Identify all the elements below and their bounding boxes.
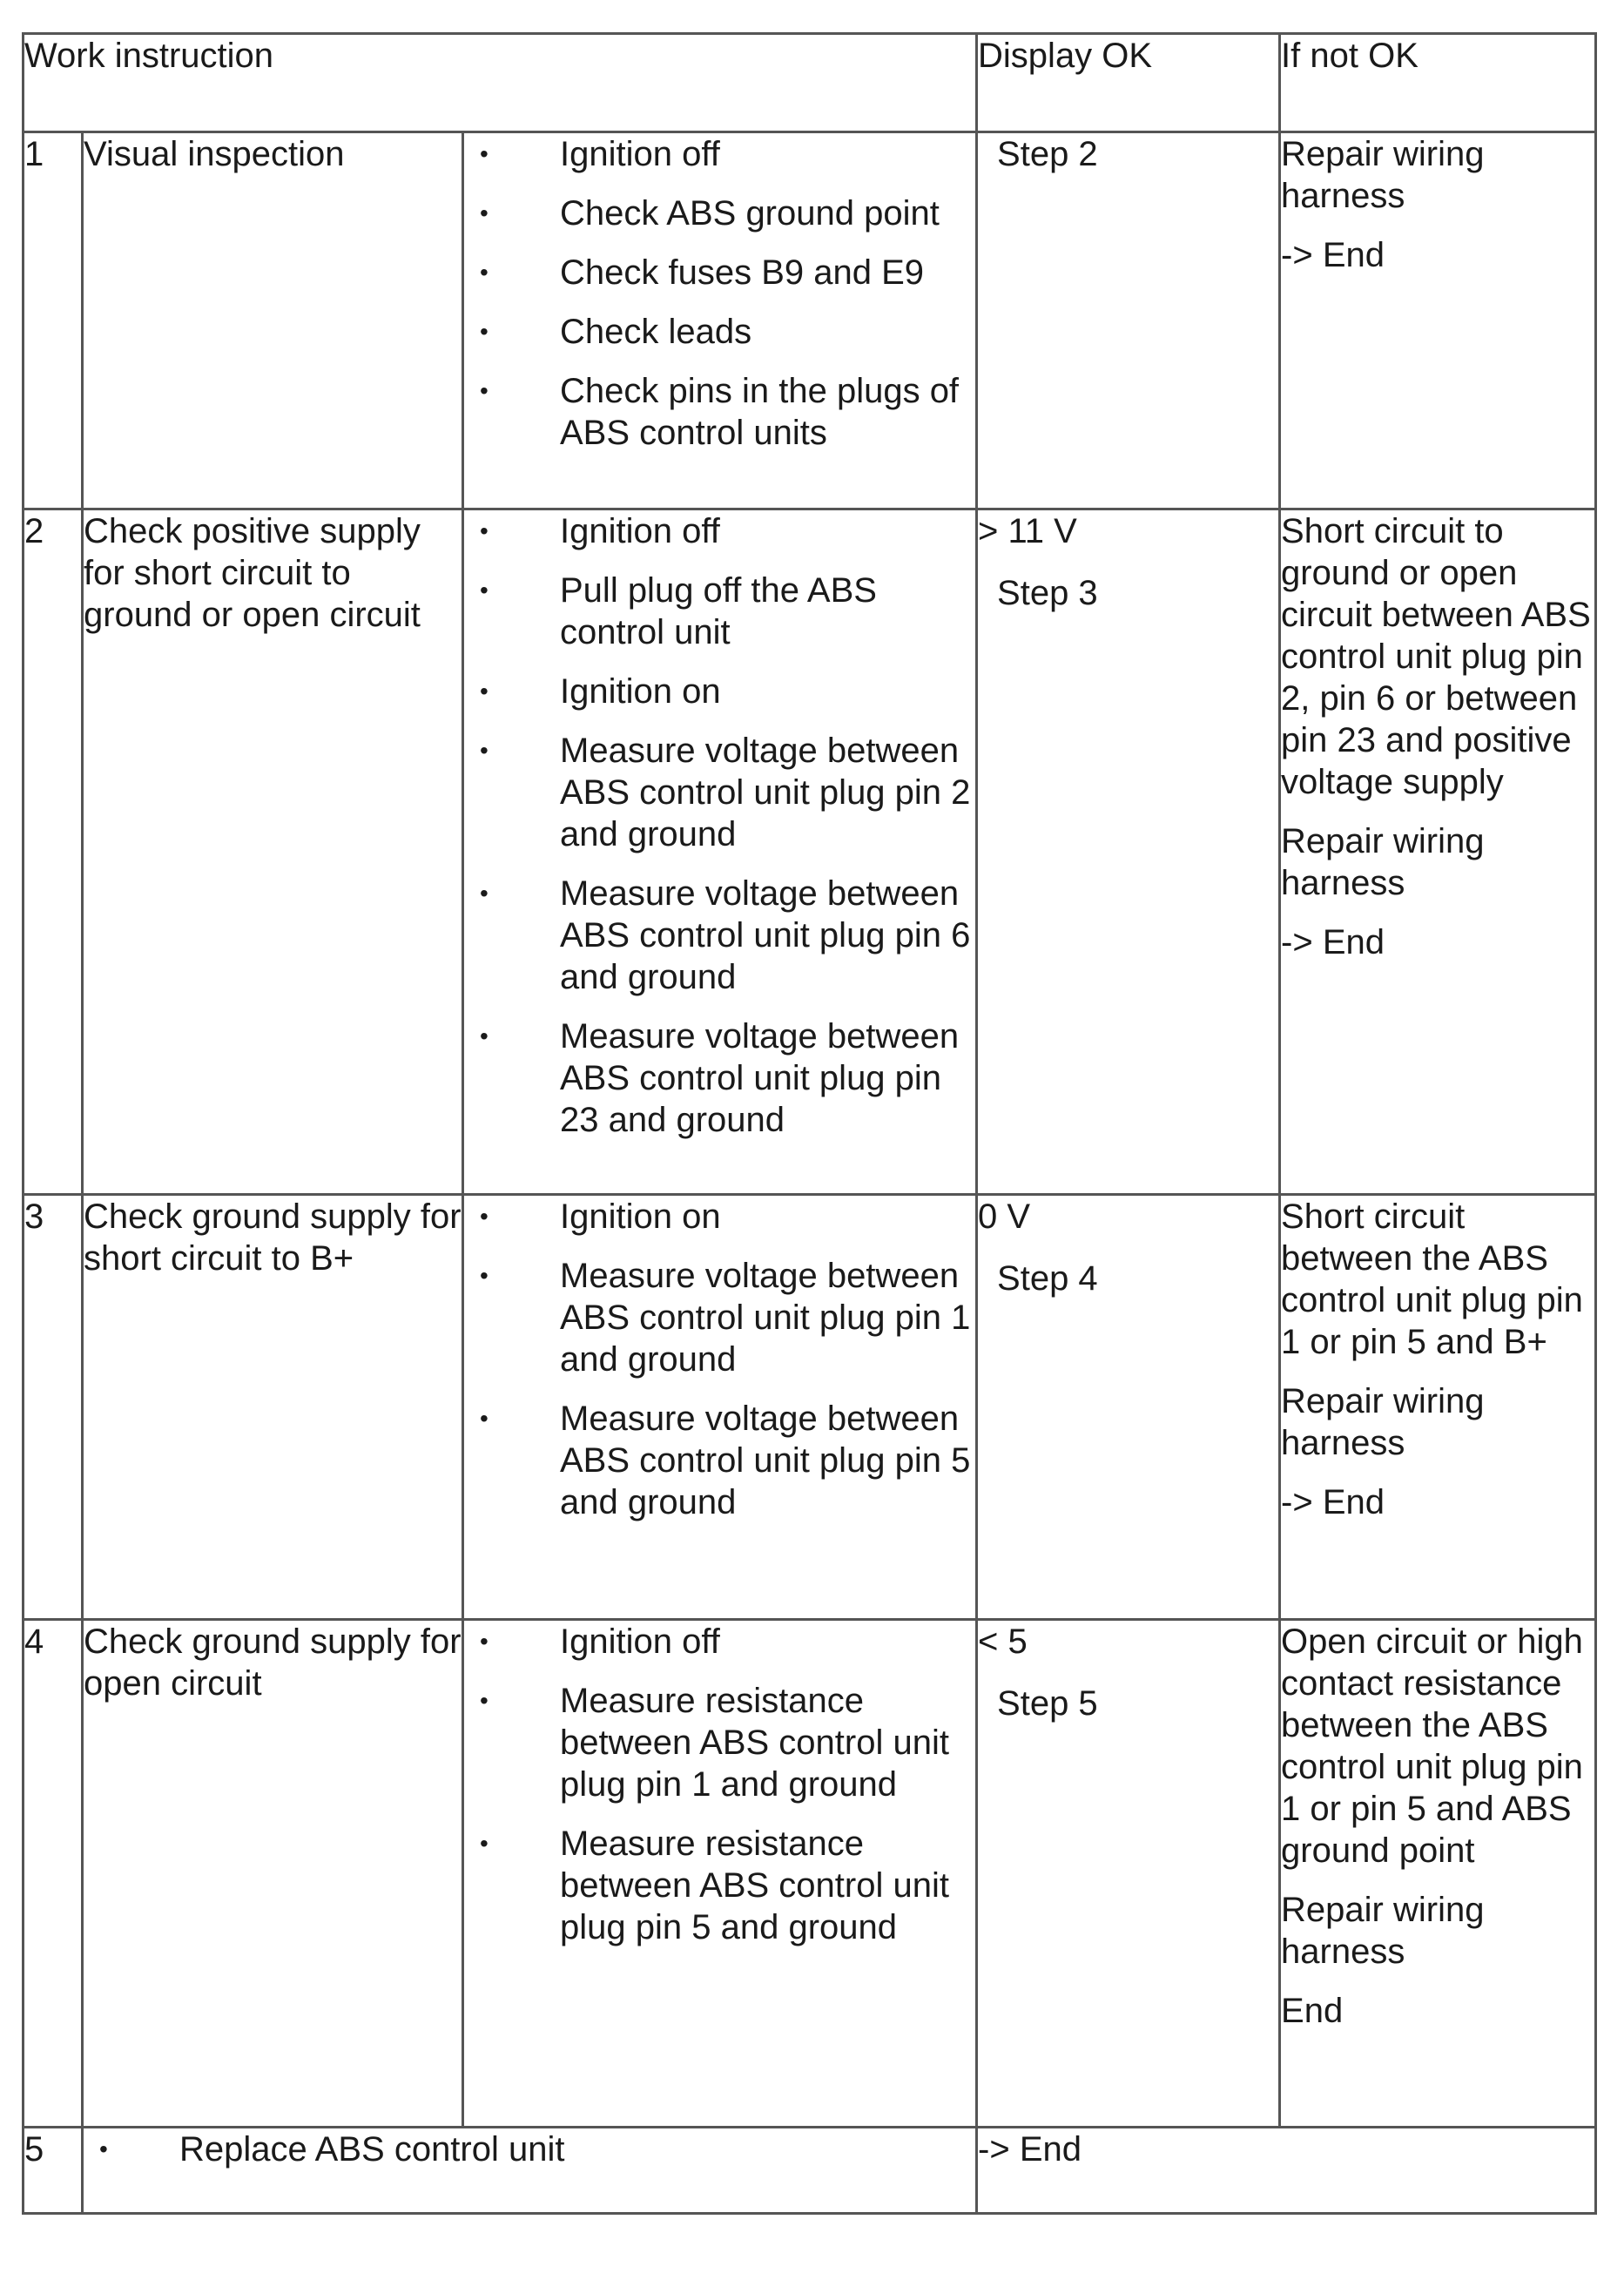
- remedy-text: Short circuit between the ABS control unit plug pin 1 or pin 5 and B+: [1281, 1197, 1583, 1361]
- step-instructions: [83, 2128, 977, 2214]
- final-step-row: [24, 2128, 1596, 2214]
- bullet-icon: •: [480, 377, 489, 404]
- instruction-item: • Check pins in the plugs of ABS control units: [480, 372, 960, 452]
- step-number: 4: [24, 1620, 83, 2128]
- remedy-text: -> End: [1281, 923, 1385, 961]
- instruction-item: • Measure voltage between ABS control unit plug pin 5 and ground: [480, 1400, 971, 1521]
- instruction-item: • Ignition off: [480, 135, 720, 173]
- step-row: [24, 1195, 1596, 1620]
- bullet-icon: •: [480, 140, 489, 167]
- instruction-item: • Ignition off: [480, 1622, 720, 1661]
- instruction-item: • Measure voltage between ABS control unit plug pin 1 and ground: [480, 1257, 971, 1379]
- instruction-item: • Ignition off: [480, 512, 720, 550]
- instruction-item: • Ignition on: [480, 1197, 721, 1236]
- remedy-text: Repair wiring harness: [1281, 1382, 1485, 1462]
- step-row: [24, 509, 1596, 1195]
- bullet-icon: •: [480, 1203, 489, 1230]
- remedy-text: End: [1281, 1992, 1344, 2030]
- bullet-icon: •: [480, 1687, 489, 1714]
- step-title: Check ground supply for short circuit to B+: [83, 1195, 463, 1620]
- bullet-icon: •: [480, 259, 489, 286]
- instruction-item: • Pull plug off the ABS control unit: [480, 571, 877, 651]
- bullet-icon: •: [480, 1405, 489, 1432]
- step-row: [24, 1620, 1596, 2128]
- instruction-item: • Check ABS ground point: [480, 194, 940, 233]
- bullet-icon: •: [480, 577, 489, 604]
- instruction-item: • Measure voltage between ABS control unit plug pin 2 and ground: [480, 732, 971, 853]
- remedy-text: Repair wiring harness: [1281, 135, 1485, 215]
- if-not-ok-cell: [1280, 509, 1596, 1195]
- instruction-item: • Check leads: [480, 313, 752, 351]
- instruction-item: • Measure resistance between ABS control unit plug pin 1 and ground: [480, 1682, 949, 1804]
- step-number: 3: [24, 1195, 83, 1620]
- header-work-instruction: Work instruction: [24, 34, 977, 132]
- work-instruction-table: [22, 32, 1597, 2215]
- step-title: Check positive supply for short circuit to ground or open circuit: [83, 509, 463, 1195]
- remedy-text: Open circuit or high contact resistance between the ABS control unit plug pin 1 or pin 5 and ABS ground point: [1281, 1622, 1583, 1870]
- if-not-ok-cell: [1280, 1195, 1596, 1620]
- expected-value: < 5: [978, 1622, 1028, 1661]
- step-number: 1: [24, 132, 83, 509]
- instruction-item: • Check fuses B9 and E9: [480, 253, 925, 292]
- instruction-item: • Measure resistance between ABS control unit plug pin 5 and ground: [480, 1825, 949, 1946]
- if-not-ok-cell: [1280, 1620, 1596, 2128]
- bullet-icon: •: [480, 1022, 489, 1049]
- remedy-text: Short circuit to ground or open circuit between ABS control unit plug pin 2, pin 6 or between pin 23 and positive voltage supply: [1281, 512, 1591, 801]
- next-step: Step 5: [997, 1684, 1098, 1723]
- table-header-row: [24, 34, 1596, 132]
- expected-value: > 11 V: [978, 512, 1077, 550]
- expected-value: 0 V: [978, 1197, 1031, 1236]
- bullet-icon: •: [480, 1628, 489, 1655]
- display-ok-cell: [977, 509, 1280, 1195]
- instruction-item: • Measure voltage between ABS control unit plug pin 6 and ground: [480, 874, 971, 996]
- display-ok-cell: -> End: [977, 2128, 1596, 2214]
- step-instructions: [463, 132, 977, 509]
- bullet-icon: •: [480, 1830, 489, 1857]
- bullet-icon: •: [480, 880, 489, 907]
- next-step: Step 2: [997, 135, 1098, 173]
- instruction-item: • Ignition on: [480, 672, 721, 711]
- remedy-text: Repair wiring harness: [1281, 1891, 1485, 1971]
- instruction-item: • Measure voltage between ABS control unit plug pin 23 and ground: [480, 1017, 960, 1139]
- bullet-icon: •: [480, 199, 489, 226]
- display-ok-cell: [977, 1195, 1280, 1620]
- remedy-text: -> End: [1281, 236, 1385, 274]
- step-number: 2: [24, 509, 83, 1195]
- step-title: Visual inspection: [83, 132, 463, 509]
- step-instructions: [463, 1620, 977, 2128]
- bullet-icon: •: [99, 2135, 108, 2162]
- next-step: Step 4: [997, 1259, 1098, 1298]
- if-not-ok-cell: [1280, 132, 1596, 509]
- step-instructions: [463, 509, 977, 1195]
- step-number: 5: [24, 2128, 83, 2214]
- display-ok-cell: [977, 1620, 1280, 2128]
- next-step: Step 3: [997, 574, 1098, 612]
- remedy-text: -> End: [1281, 1483, 1385, 1521]
- step-row: [24, 132, 1596, 509]
- bullet-icon: •: [480, 678, 489, 705]
- display-ok-cell: [977, 132, 1280, 509]
- remedy-text: Repair wiring harness: [1281, 822, 1485, 902]
- step-instructions: [463, 1195, 977, 1620]
- instruction-item: • Replace ABS control unit: [99, 2130, 565, 2169]
- header-display-ok: Display OK: [977, 34, 1280, 132]
- bullet-icon: •: [480, 737, 489, 764]
- bullet-icon: •: [480, 517, 489, 544]
- bullet-icon: •: [480, 1262, 489, 1289]
- step-title: Check ground supply for open circuit: [83, 1620, 463, 2128]
- bullet-icon: •: [480, 318, 489, 345]
- header-if-not-ok: If not OK: [1280, 34, 1596, 132]
